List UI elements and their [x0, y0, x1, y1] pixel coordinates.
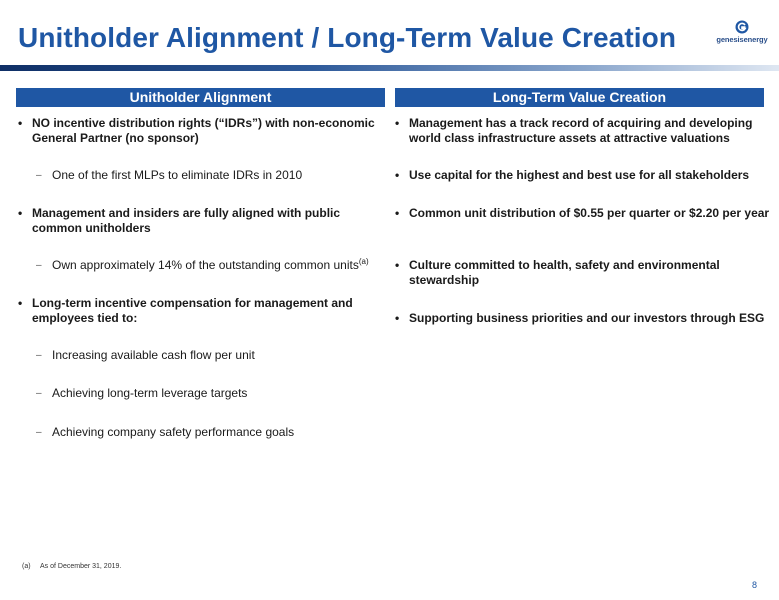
right-bullet-distribution: • Common unit distribution of $0.55 per quarter or $2.20 per year: [395, 206, 779, 221]
left-bullet-idrs: • NO incentive distribution rights (“IDRs”) with non-economic General Partner (no sponsor): [18, 116, 392, 146]
left-column-header: Unitholder Alignment: [16, 88, 385, 107]
left-sub-cash-flow: – Increasing available cash flow per unit: [36, 348, 392, 363]
page-number: 8: [752, 580, 758, 590]
page-title: Unitholder Alignment / Long-Term Value Creation: [18, 22, 677, 53]
left-sub-ownership: – Own approximately 14% of the outstanding common units$^{(a)}$: [36, 258, 392, 273]
title-rule: [0, 65, 779, 71]
footnote-mark: (a): [22, 563, 31, 570]
left-sub-eliminate-idrs: – One of the first MLPs to eliminate IDRs in 2010: [36, 168, 392, 183]
footnote-text: As of December 31, 2019.: [40, 563, 122, 570]
left-sub-safety: – Achieving company safety performance goals: [36, 425, 392, 440]
right-column-header: Long-Term Value Creation: [395, 88, 764, 107]
company-logo: [712, 20, 772, 44]
left-sub-leverage: – Achieving long-term leverage targets: [36, 386, 392, 401]
footnote: [22, 563, 121, 570]
footnote-ref: (a): [358, 257, 369, 266]
right-bullet-capital: • Use capital for the highest and best use for all stakeholders: [395, 168, 779, 183]
left-bullet-incentive: • Long-term incentive compensation for management and employees tied to:: [18, 296, 392, 326]
right-bullet-track-record: • Management has a track record of acquiring and developing world class infrastructure assets at attractive valuations: [395, 116, 779, 146]
right-bullet-culture: • Culture committed to health, safety and environmental stewardship: [395, 258, 779, 288]
genesis-logo-icon: [735, 20, 749, 34]
logo-wordmark: genesisenergy: [716, 35, 768, 44]
left-bullet-aligned: • Management and insiders are fully aligned with public common unitholders: [18, 206, 392, 236]
right-bullet-esg: • Supporting business priorities and our investors through ESG: [395, 311, 779, 326]
